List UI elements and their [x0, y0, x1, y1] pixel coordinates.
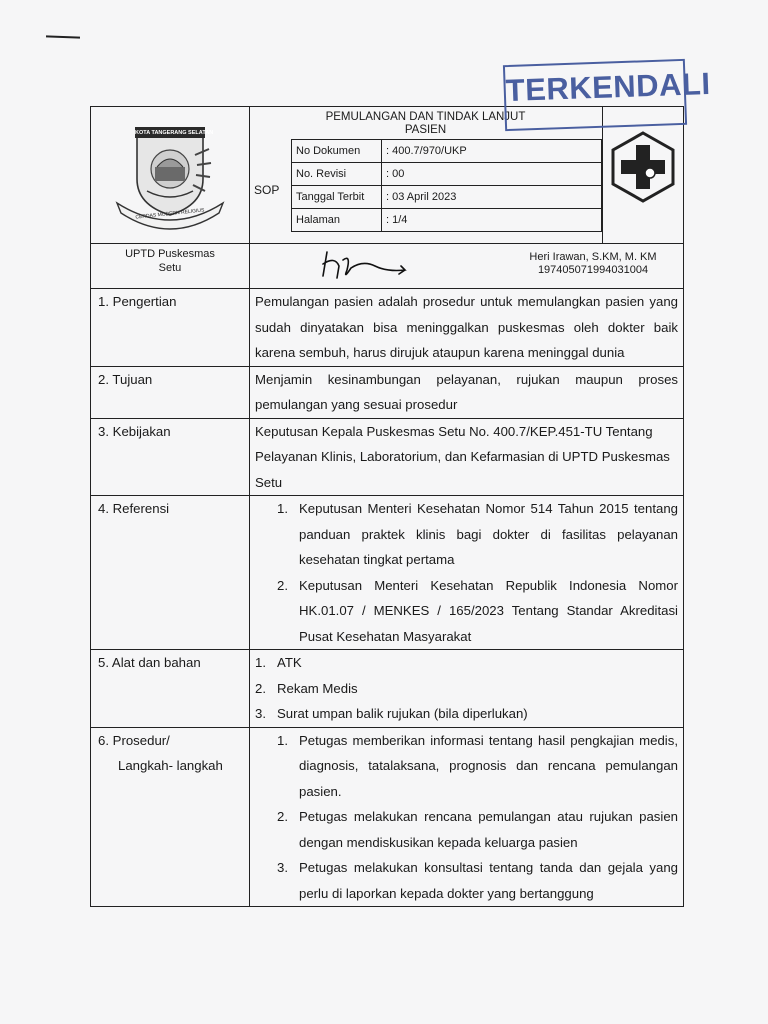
- controlled-stamp: [503, 59, 712, 131]
- meta-key: No Dokumen: [292, 140, 382, 163]
- section-text: Keputusan Kepala Puskesmas Setu No. 400.7/KEP.451-TU Tentang Pelayanan Klinis, Laboratorium, dan Kefarmasian di UPTD Puskesmas Setu: [250, 418, 684, 496]
- document-meta-table: [291, 139, 602, 232]
- signature-icon: [315, 246, 411, 284]
- meta-value: : 03 April 2023: [382, 186, 602, 209]
- section-label: 2. Tujuan: [91, 366, 250, 418]
- list-text: Petugas memberikan informasi tentang hasil pengkajian medis, diagnosis, tatalaksana, prognosis dan rencana pemulangan pasien.: [299, 732, 678, 799]
- section-label: 3. Kebijakan: [91, 418, 250, 496]
- scan-mark: [46, 35, 80, 38]
- sop-content-table: [90, 288, 684, 907]
- list-text: Petugas melakukan rencana pemulangan atau rujukan pasien dengan mendiskusikan kepada keluarga pasien: [299, 809, 678, 850]
- section-row: [91, 727, 684, 907]
- section-label: 1. Pengertian: [91, 289, 250, 367]
- meta-row: [292, 209, 602, 232]
- meta-value: : 400.7/970/UKP: [382, 140, 602, 163]
- list-text: Keputusan Menteri Kesehatan Republik Indonesia Nomor HK.01.07 / MENKES / 165/2023 Tentang Standar Akreditasi Pusat Kesehatan Masyarakat: [299, 577, 678, 644]
- list-item: [255, 650, 678, 676]
- list-item: [255, 701, 678, 727]
- sop-label: SOP: [254, 183, 280, 197]
- list-item: [273, 728, 678, 805]
- section-row: [91, 496, 684, 650]
- section-row: [91, 650, 684, 728]
- list-number: 2.: [277, 577, 288, 593]
- list-text: Petugas melakukan konsultasi tentang tanda dan gejala yang perlu di laporkan kepada dokter yang bertanggung: [299, 860, 678, 901]
- section-label: [91, 727, 250, 907]
- meta-key: Tanggal Terbit: [292, 186, 382, 209]
- signer-block: [503, 251, 683, 277]
- tools-list: [255, 650, 678, 727]
- section-label: 5. Alat dan bahan: [91, 650, 250, 728]
- list-number: 3.: [255, 706, 266, 721]
- list-text: ATK: [277, 655, 302, 670]
- section-row: [91, 366, 684, 418]
- city-emblem-icon: [91, 107, 249, 243]
- section-label-line1: 6. Prosedur/: [98, 732, 170, 748]
- list-number: 1.: [277, 501, 288, 516]
- list-item: [273, 855, 678, 906]
- signature-row: [90, 243, 684, 289]
- logo-motto-text: CERDAS MODERN RELIGIUS: [135, 207, 205, 221]
- meta-value: : 00: [382, 163, 602, 186]
- puskesmas-cross-icon: [603, 107, 684, 243]
- signer-name: Heri Irawan, S.KM, M. KM: [529, 251, 657, 263]
- section-row: [91, 418, 684, 496]
- list-number: 2.: [255, 680, 266, 696]
- section-list-cell: [250, 727, 684, 907]
- section-list-cell: [250, 496, 684, 650]
- list-text: Keputusan Menteri Kesehatan Nomor 514 Tahun 2015 tentang panduan praktek klinis bagi dokter di fasilitas pelayanan kesehatan tingkat pertama: [299, 501, 678, 567]
- section-text: Menjamin kesinambungan pelayanan, rujukan maupun proses pemulangan yang sesuai prosedur: [250, 366, 684, 418]
- list-text: Surat umpan balik rujukan (bila diperlukan): [277, 706, 528, 721]
- list-item: [273, 573, 678, 650]
- meta-key: No. Revisi: [292, 163, 382, 186]
- section-text: Pemulangan pasien adalah prosedur untuk memulangkan pasien yang sudah dinyatakan bisa meninggalkan puskesmas oleh dokter baik karena sembuh, harus dirujuk ataupun karena meninggal dunia: [250, 289, 684, 367]
- section-label: 4. Referensi: [91, 496, 250, 650]
- divider: [249, 243, 250, 288]
- list-number: 2.: [277, 809, 288, 824]
- signer-nip: 197405071994031004: [537, 264, 649, 276]
- procedure-list: [255, 728, 678, 907]
- meta-row: [292, 163, 602, 186]
- list-item: [273, 804, 678, 855]
- stamp-text: TERKENDALI: [505, 65, 712, 109]
- unit-name-line2: Setu: [158, 262, 182, 274]
- meta-row: [292, 140, 602, 163]
- section-list-cell: [250, 650, 684, 728]
- unit-name-line1: UPTD Puskesmas: [125, 248, 215, 260]
- meta-value: : 1/4: [382, 209, 602, 232]
- meta-row: [292, 186, 602, 209]
- list-number: 1.: [255, 655, 266, 670]
- document-title-line1: PEMULANGAN DAN TINDAK LANJUT: [325, 111, 526, 123]
- logo-banner-text: KOTA TANGERANG SELATAN: [135, 130, 214, 136]
- city-logo-cell: [91, 107, 250, 243]
- list-text: Rekam Medis: [277, 680, 358, 696]
- unit-name: [91, 247, 249, 275]
- reference-list: [255, 496, 678, 649]
- section-row: [91, 289, 684, 367]
- puskesmas-logo-cell: [602, 107, 684, 243]
- section-label-line2: Langkah- langkah: [118, 758, 223, 773]
- list-item: [255, 676, 678, 702]
- meta-key: Halaman: [292, 209, 382, 232]
- document-title-line2: PASIEN: [404, 124, 447, 136]
- list-item: [273, 496, 678, 573]
- list-number: 3.: [277, 860, 288, 875]
- list-number: 1.: [277, 732, 288, 748]
